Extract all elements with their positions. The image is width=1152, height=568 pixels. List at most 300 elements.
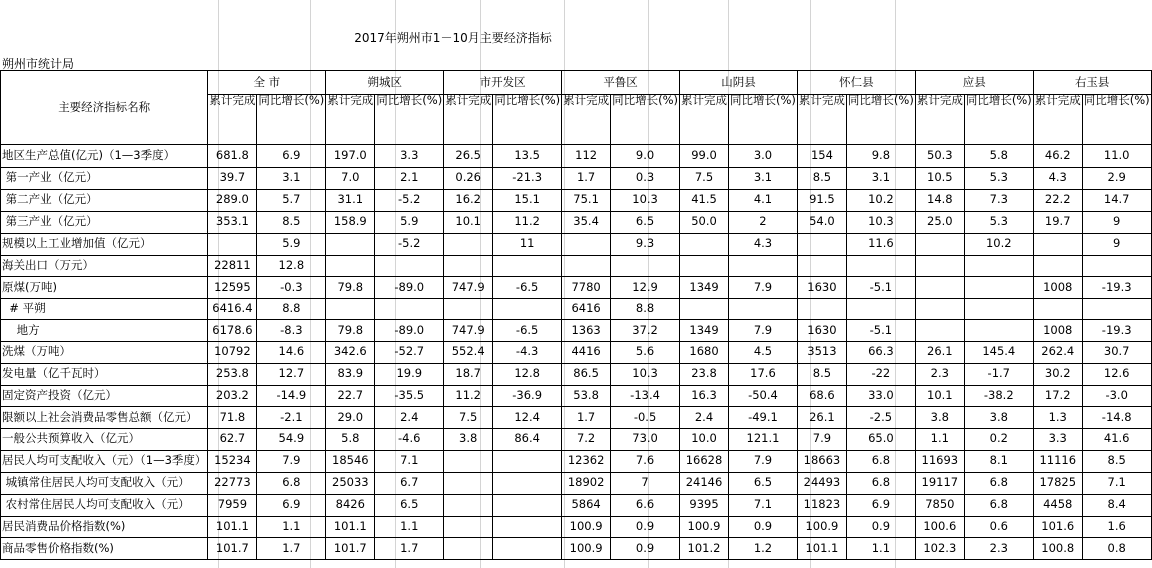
growth-value-cell: 12.8 <box>493 363 562 385</box>
cumulative-header: 累计完成 <box>1033 95 1082 145</box>
growth-value-cell: 6.5 <box>375 494 444 516</box>
cumulative-value-cell: 1008 <box>1033 277 1082 299</box>
growth-value-cell: 6.9 <box>257 145 326 168</box>
cumulative-value-cell: 1.7 <box>562 407 611 429</box>
cumulative-value-cell: 2.4 <box>680 407 729 429</box>
cumulative-value-cell <box>562 233 611 255</box>
cumulative-value-cell: 17.2 <box>1033 385 1082 407</box>
organization-label: 朔州市统计局 <box>2 57 75 71</box>
cumulative-value-cell: 101.7 <box>208 538 257 560</box>
cumulative-value-cell: 102.3 <box>915 538 964 560</box>
cumulative-value-cell <box>444 298 493 320</box>
cumulative-value-cell: 71.8 <box>208 407 257 429</box>
cumulative-value-cell: 3.8 <box>915 407 964 429</box>
growth-value-cell: 65.0 <box>846 428 915 450</box>
table-row <box>1 472 1152 494</box>
growth-value-cell: -2.5 <box>846 407 915 429</box>
growth-value-cell: -52.7 <box>375 341 444 363</box>
indicator-name-cell: 第一产业（亿元） <box>1 167 208 189</box>
growth-value-cell: 8.8 <box>257 298 326 320</box>
growth-value-cell: 6.6 <box>611 494 680 516</box>
growth-value-cell: 9.8 <box>846 145 915 168</box>
growth-value-cell: -19.3 <box>1082 320 1151 342</box>
growth-value-cell: 4.3 <box>729 233 798 255</box>
growth-value-cell: 6.8 <box>846 472 915 494</box>
growth-value-cell: 10.2 <box>846 189 915 211</box>
growth-value-cell: 54.9 <box>257 428 326 450</box>
cumulative-value-cell: 7.5 <box>680 167 729 189</box>
growth-value-cell: 6.7 <box>375 472 444 494</box>
cumulative-value-cell: 1349 <box>680 320 729 342</box>
growth-value-cell: 6.5 <box>729 472 798 494</box>
growth-value-cell: 7.1 <box>729 494 798 516</box>
region-header: 右玉县 <box>1033 71 1151 95</box>
cumulative-value-cell: 24146 <box>680 472 729 494</box>
growth-value-cell: 6.8 <box>964 494 1033 516</box>
region-header: 全 市 <box>208 71 326 95</box>
growth-value-cell: 12.9 <box>611 277 680 299</box>
growth-value-cell: 1.1 <box>846 538 915 560</box>
growth-value-cell: 6.5 <box>611 211 680 233</box>
cumulative-value-cell <box>326 255 375 277</box>
growth-value-cell: -49.1 <box>729 407 798 429</box>
page-title: 2017年朔州市1－10月主要经济指标 <box>354 31 552 45</box>
growth-value-cell: 0.9 <box>729 516 798 538</box>
cumulative-value-cell: 10.0 <box>680 428 729 450</box>
cumulative-value-cell: 342.6 <box>326 341 375 363</box>
growth-value-cell: 8.5 <box>257 211 326 233</box>
growth-value-cell: 13.5 <box>493 145 562 168</box>
cumulative-value-cell: 100.9 <box>562 538 611 560</box>
indicator-name-cell: 农村常住居民人均可支配收入（元） <box>1 494 208 516</box>
table-row <box>1 494 1152 516</box>
cumulative-value-cell: 262.4 <box>1033 341 1082 363</box>
growth-value-cell: 5.8 <box>964 145 1033 168</box>
growth-value-cell: -38.2 <box>964 385 1033 407</box>
cumulative-value-cell: 8426 <box>326 494 375 516</box>
cumulative-value-cell <box>1033 233 1082 255</box>
growth-value-cell: 145.4 <box>964 341 1033 363</box>
growth-value-cell: -21.3 <box>493 167 562 189</box>
table-row <box>1 428 1152 450</box>
cumulative-value-cell: 8.5 <box>797 167 846 189</box>
cumulative-value-cell: 35.4 <box>562 211 611 233</box>
growth-value-cell: 9 <box>1082 233 1151 255</box>
growth-value-cell: 1.2 <box>729 538 798 560</box>
cumulative-value-cell: 1680 <box>680 341 729 363</box>
cumulative-value-cell <box>326 298 375 320</box>
yoy-growth-header: 同比增长(%) <box>846 95 915 145</box>
indicator-name-cell: 洗煤（万吨） <box>1 341 208 363</box>
growth-value-cell: -4.6 <box>375 428 444 450</box>
cumulative-value-cell: 10.1 <box>444 211 493 233</box>
table-row <box>1 145 1152 168</box>
growth-value-cell <box>493 472 562 494</box>
cumulative-value-cell: 18663 <box>797 450 846 472</box>
growth-value-cell <box>964 320 1033 342</box>
growth-value-cell: 7.9 <box>257 450 326 472</box>
economic-indicators-table <box>0 70 1152 560</box>
cumulative-value-cell: 18546 <box>326 450 375 472</box>
cumulative-value-cell: 1008 <box>1033 320 1082 342</box>
growth-value-cell: 8.8 <box>611 298 680 320</box>
cumulative-value-cell: 7.5 <box>444 407 493 429</box>
cumulative-value-cell: 29.0 <box>326 407 375 429</box>
cumulative-value-cell: 18902 <box>562 472 611 494</box>
cumulative-value-cell: 1630 <box>797 320 846 342</box>
cumulative-value-cell: 4.3 <box>1033 167 1082 189</box>
cumulative-value-cell: 100.6 <box>915 516 964 538</box>
growth-value-cell: 6.8 <box>257 472 326 494</box>
cumulative-value-cell: 4416 <box>562 341 611 363</box>
cumulative-value-cell: 39.7 <box>208 167 257 189</box>
cumulative-value-cell <box>915 298 964 320</box>
growth-value-cell: 7 <box>611 472 680 494</box>
growth-value-cell: 12.8 <box>257 255 326 277</box>
cumulative-header: 累计完成 <box>326 95 375 145</box>
cumulative-value-cell: 4458 <box>1033 494 1082 516</box>
indicator-name-cell: 限额以上社会消费品零售总额（亿元） <box>1 407 208 429</box>
indicator-name-cell: 商品零售价格指数(%) <box>1 538 208 560</box>
cumulative-value-cell: 6416.4 <box>208 298 257 320</box>
indicator-name-cell: 居民人均可支配收入（元）（1—3季度） <box>1 450 208 472</box>
table-row <box>1 538 1152 560</box>
table-row <box>1 320 1152 342</box>
yoy-growth-header: 同比增长(%) <box>493 95 562 145</box>
growth-value-cell: 5.7 <box>257 189 326 211</box>
cumulative-value-cell: 10.1 <box>915 385 964 407</box>
table-row <box>1 450 1152 472</box>
cumulative-value-cell: 79.8 <box>326 320 375 342</box>
growth-value-cell: 73.0 <box>611 428 680 450</box>
cumulative-value-cell <box>915 320 964 342</box>
cumulative-value-cell: 101.6 <box>1033 516 1082 538</box>
cumulative-value-cell <box>326 233 375 255</box>
growth-value-cell: -14.8 <box>1082 407 1151 429</box>
growth-value-cell: 30.7 <box>1082 341 1151 363</box>
indicator-name-cell: # 平朔 <box>1 298 208 320</box>
growth-value-cell <box>493 255 562 277</box>
cumulative-value-cell: 15234 <box>208 450 257 472</box>
table-row <box>1 211 1152 233</box>
growth-value-cell: 4.5 <box>729 341 798 363</box>
growth-value-cell: 6.8 <box>964 472 1033 494</box>
growth-value-cell: 7.6 <box>611 450 680 472</box>
cumulative-value-cell <box>444 494 493 516</box>
cumulative-value-cell <box>680 298 729 320</box>
cumulative-value-cell: 16628 <box>680 450 729 472</box>
cumulative-value-cell: 1.7 <box>562 167 611 189</box>
growth-value-cell: 0.9 <box>846 516 915 538</box>
cumulative-value-cell: 681.8 <box>208 145 257 168</box>
growth-value-cell: 2.4 <box>375 407 444 429</box>
region-header: 怀仁县 <box>797 71 915 95</box>
cumulative-value-cell: 86.5 <box>562 363 611 385</box>
growth-value-cell: 2.9 <box>1082 167 1151 189</box>
growth-value-cell <box>375 255 444 277</box>
cumulative-value-cell: 26.1 <box>797 407 846 429</box>
table-row <box>1 189 1152 211</box>
table-row <box>1 407 1152 429</box>
table-row <box>1 298 1152 320</box>
growth-value-cell: 5.3 <box>964 211 1033 233</box>
growth-value-cell: 66.3 <box>846 341 915 363</box>
growth-value-cell: 9.0 <box>611 145 680 168</box>
cumulative-value-cell: 11693 <box>915 450 964 472</box>
growth-value-cell <box>964 255 1033 277</box>
growth-value-cell <box>846 255 915 277</box>
table-row <box>1 277 1152 299</box>
cumulative-header: 累计完成 <box>562 95 611 145</box>
cumulative-value-cell: 353.1 <box>208 211 257 233</box>
growth-value-cell: 8.5 <box>1082 450 1151 472</box>
cumulative-value-cell: 50.0 <box>680 211 729 233</box>
growth-value-cell <box>493 538 562 560</box>
cumulative-value-cell: 203.2 <box>208 385 257 407</box>
indicator-name-cell: 城镇常住居民人均可支配收入（元） <box>1 472 208 494</box>
cumulative-header: 累计完成 <box>208 95 257 145</box>
cumulative-value-cell: 41.5 <box>680 189 729 211</box>
table-row <box>1 167 1152 189</box>
indicator-name-cell: 居民消费品价格指数(%) <box>1 516 208 538</box>
region-header: 朔城区 <box>326 71 444 95</box>
cumulative-value-cell: 46.2 <box>1033 145 1082 168</box>
growth-value-cell: 9 <box>1082 211 1151 233</box>
cumulative-value-cell: 22773 <box>208 472 257 494</box>
cumulative-value-cell <box>444 516 493 538</box>
growth-value-cell: 1.6 <box>1082 516 1151 538</box>
table-row <box>1 255 1152 277</box>
cumulative-value-cell: 50.3 <box>915 145 964 168</box>
growth-value-cell: -0.3 <box>257 277 326 299</box>
cumulative-value-cell: 3513 <box>797 341 846 363</box>
growth-value-cell: 86.4 <box>493 428 562 450</box>
indicator-name-cell: 发电量（亿千瓦时） <box>1 363 208 385</box>
growth-value-cell: -89.0 <box>375 277 444 299</box>
growth-value-cell: 7.9 <box>729 320 798 342</box>
growth-value-cell <box>846 298 915 320</box>
cumulative-value-cell: 17825 <box>1033 472 1082 494</box>
cumulative-value-cell: 75.1 <box>562 189 611 211</box>
growth-value-cell: 12.7 <box>257 363 326 385</box>
cumulative-value-cell <box>444 450 493 472</box>
growth-value-cell: 0.8 <box>1082 538 1151 560</box>
growth-value-cell: 1.7 <box>257 538 326 560</box>
cumulative-value-cell: 7.2 <box>562 428 611 450</box>
cumulative-value-cell: 7.0 <box>326 167 375 189</box>
cumulative-value-cell: 100.9 <box>797 516 846 538</box>
growth-value-cell: 3.1 <box>729 167 798 189</box>
growth-value-cell: 3.1 <box>257 167 326 189</box>
growth-value-cell: 17.6 <box>729 363 798 385</box>
cumulative-value-cell: 7850 <box>915 494 964 516</box>
cumulative-value-cell: 0.26 <box>444 167 493 189</box>
cumulative-value-cell: 3.3 <box>1033 428 1082 450</box>
cumulative-value-cell: 68.6 <box>797 385 846 407</box>
region-header: 应县 <box>915 71 1033 95</box>
growth-value-cell <box>1082 298 1151 320</box>
growth-value-cell: 121.1 <box>729 428 798 450</box>
cumulative-value-cell: 18.7 <box>444 363 493 385</box>
growth-value-cell: -5.2 <box>375 233 444 255</box>
growth-value-cell: 2.3 <box>964 538 1033 560</box>
cumulative-value-cell: 5.8 <box>326 428 375 450</box>
growth-value-cell: 11.2 <box>493 211 562 233</box>
growth-value-cell: 14.6 <box>257 341 326 363</box>
yoy-growth-header: 同比增长(%) <box>257 95 326 145</box>
growth-value-cell: 0.9 <box>611 538 680 560</box>
cumulative-header: 累计完成 <box>915 95 964 145</box>
cumulative-value-cell: 747.9 <box>444 277 493 299</box>
cumulative-value-cell: 8.5 <box>797 363 846 385</box>
cumulative-value-cell: 22.7 <box>326 385 375 407</box>
cumulative-value-cell: 2.3 <box>915 363 964 385</box>
cumulative-value-cell: 22.2 <box>1033 189 1082 211</box>
growth-value-cell: 8.1 <box>964 450 1033 472</box>
cumulative-value-cell: 25.0 <box>915 211 964 233</box>
table-row <box>1 233 1152 255</box>
cumulative-value-cell: 12362 <box>562 450 611 472</box>
cumulative-value-cell: 99.0 <box>680 145 729 168</box>
region-header: 市开发区 <box>444 71 562 95</box>
cumulative-header: 累计完成 <box>444 95 493 145</box>
growth-value-cell: 12.6 <box>1082 363 1151 385</box>
growth-value-cell <box>611 255 680 277</box>
growth-value-cell: 5.6 <box>611 341 680 363</box>
growth-value-cell <box>964 277 1033 299</box>
cumulative-value-cell: 19117 <box>915 472 964 494</box>
cumulative-value-cell: 10.5 <box>915 167 964 189</box>
growth-value-cell: -0.5 <box>611 407 680 429</box>
growth-value-cell: 8.4 <box>1082 494 1151 516</box>
yoy-growth-header: 同比增长(%) <box>1082 95 1151 145</box>
growth-value-cell: 11 <box>493 233 562 255</box>
cumulative-value-cell <box>562 255 611 277</box>
cumulative-value-cell: 19.7 <box>1033 211 1082 233</box>
cumulative-value-cell: 7959 <box>208 494 257 516</box>
cumulative-value-cell: 7.9 <box>797 428 846 450</box>
indicator-name-cell: 规模以上工业增加值（亿元） <box>1 233 208 255</box>
growth-value-cell <box>964 298 1033 320</box>
cumulative-value-cell: 10792 <box>208 341 257 363</box>
indicator-name-cell: 海关出口（万元） <box>1 255 208 277</box>
growth-value-cell: -6.5 <box>493 320 562 342</box>
growth-value-cell: 5.9 <box>375 211 444 233</box>
cumulative-value-cell: 6416 <box>562 298 611 320</box>
cumulative-value-cell <box>680 233 729 255</box>
cumulative-value-cell <box>797 255 846 277</box>
table-row <box>1 341 1152 363</box>
region-header: 平鲁区 <box>562 71 680 95</box>
cumulative-value-cell: 16.2 <box>444 189 493 211</box>
cumulative-value-cell: 26.1 <box>915 341 964 363</box>
cumulative-value-cell: 62.7 <box>208 428 257 450</box>
growth-value-cell: -5.1 <box>846 277 915 299</box>
growth-value-cell: 1.1 <box>257 516 326 538</box>
table-row <box>1 363 1152 385</box>
cumulative-value-cell: 158.9 <box>326 211 375 233</box>
growth-value-cell: 10.3 <box>846 211 915 233</box>
cumulative-value-cell: 1363 <box>562 320 611 342</box>
growth-value-cell: 3.8 <box>964 407 1033 429</box>
cumulative-value-cell: 100.9 <box>680 516 729 538</box>
cumulative-value-cell <box>915 277 964 299</box>
cumulative-value-cell <box>208 233 257 255</box>
growth-value-cell: 0.9 <box>611 516 680 538</box>
growth-value-cell: 7.3 <box>964 189 1033 211</box>
growth-value-cell: 41.6 <box>1082 428 1151 450</box>
cumulative-value-cell: 101.7 <box>326 538 375 560</box>
growth-value-cell: 11.6 <box>846 233 915 255</box>
cumulative-value-cell <box>1033 255 1082 277</box>
growth-value-cell: 37.2 <box>611 320 680 342</box>
cumulative-value-cell: 6178.6 <box>208 320 257 342</box>
growth-value-cell: -36.9 <box>493 385 562 407</box>
growth-value-cell: 1.1 <box>375 516 444 538</box>
growth-value-cell: 33.0 <box>846 385 915 407</box>
growth-value-cell: 3.0 <box>729 145 798 168</box>
cumulative-value-cell: 11823 <box>797 494 846 516</box>
cumulative-value-cell: 22811 <box>208 255 257 277</box>
growth-value-cell: -14.9 <box>257 385 326 407</box>
indicator-name-cell: 地方 <box>1 320 208 342</box>
growth-value-cell: -5.2 <box>375 189 444 211</box>
growth-value-cell: 10.2 <box>964 233 1033 255</box>
cumulative-value-cell: 101.1 <box>326 516 375 538</box>
cumulative-value-cell <box>680 255 729 277</box>
cumulative-value-cell: 101.1 <box>208 516 257 538</box>
growth-value-cell: 9.3 <box>611 233 680 255</box>
growth-value-cell: 11.0 <box>1082 145 1151 168</box>
growth-value-cell: 14.7 <box>1082 189 1151 211</box>
indicator-name-cell: 原煤(万吨) <box>1 277 208 299</box>
cumulative-value-cell: 100.8 <box>1033 538 1082 560</box>
cumulative-value-cell <box>1033 298 1082 320</box>
growth-value-cell: 12.4 <box>493 407 562 429</box>
cumulative-value-cell: 1.3 <box>1033 407 1082 429</box>
yoy-growth-header: 同比增长(%) <box>611 95 680 145</box>
growth-value-cell: 0.2 <box>964 428 1033 450</box>
growth-value-cell: 7.1 <box>375 450 444 472</box>
cumulative-value-cell: 11.2 <box>444 385 493 407</box>
growth-value-cell: -35.5 <box>375 385 444 407</box>
cumulative-value-cell: 79.8 <box>326 277 375 299</box>
indicator-name-cell: 第二产业（亿元） <box>1 189 208 211</box>
growth-value-cell: 0.6 <box>964 516 1033 538</box>
growth-value-cell <box>375 298 444 320</box>
growth-value-cell <box>493 516 562 538</box>
growth-value-cell: 3.3 <box>375 145 444 168</box>
cumulative-value-cell: 14.8 <box>915 189 964 211</box>
cumulative-value-cell: 23.8 <box>680 363 729 385</box>
cumulative-header: 累计完成 <box>797 95 846 145</box>
cumulative-value-cell: 7780 <box>562 277 611 299</box>
cumulative-value-cell: 101.1 <box>797 538 846 560</box>
cumulative-value-cell: 112 <box>562 145 611 168</box>
cumulative-value-cell: 11116 <box>1033 450 1082 472</box>
cumulative-value-cell: 24493 <box>797 472 846 494</box>
growth-value-cell: 7.1 <box>1082 472 1151 494</box>
growth-value-cell: 0.3 <box>611 167 680 189</box>
cumulative-value-cell <box>444 538 493 560</box>
indicator-name-cell: 地区生产总值(亿元)（1—3季度） <box>1 145 208 168</box>
growth-value-cell: 6.9 <box>846 494 915 516</box>
cumulative-value-cell: 1349 <box>680 277 729 299</box>
cumulative-value-cell <box>797 233 846 255</box>
growth-value-cell: 10.3 <box>611 363 680 385</box>
growth-value-cell <box>1082 255 1151 277</box>
growth-value-cell: 6.9 <box>257 494 326 516</box>
